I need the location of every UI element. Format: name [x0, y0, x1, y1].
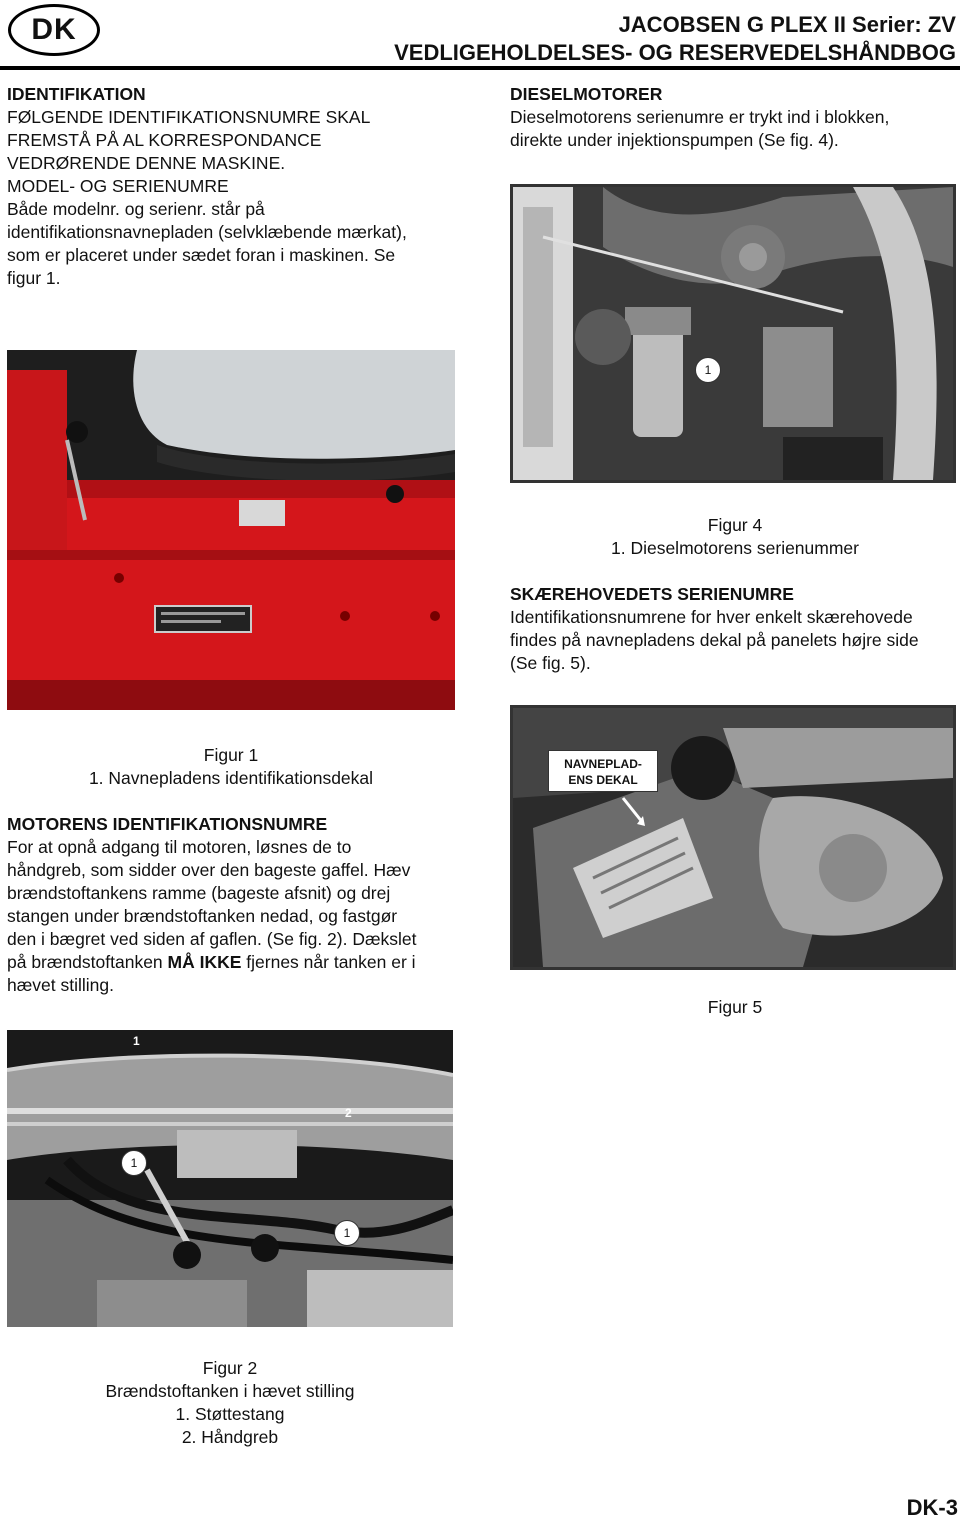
text-line-with-emphasis [7, 951, 477, 974]
callout-number: 1 [133, 1034, 140, 1048]
callout-number: 1 [334, 1220, 360, 1246]
callout-number: 1 [121, 1150, 147, 1176]
text-line: (Se fig. 5). [510, 653, 591, 673]
callout-number: 1 [695, 357, 721, 383]
text-line: findes på navnepladens dekal på panelets højre side [510, 630, 919, 650]
figure-2-tank-photo [7, 1030, 453, 1327]
decal-label-box [548, 750, 658, 792]
callout-number: 2 [345, 1106, 352, 1120]
header-title: JACOBSEN G PLEX II Serier: ZV [618, 12, 956, 37]
text-line: stangen under brændstoftanken nedad, og fastgør [7, 906, 398, 926]
text-line: som er placeret under sædet foran i maskinen. Se [7, 245, 396, 265]
emphasis-text: MÅ IKKE [167, 952, 242, 972]
motorens-heading: MOTORENS IDENTIFIKATIONSNUMRE [7, 814, 328, 834]
text-line: figur 1. [7, 268, 61, 288]
machine-illustration [7, 350, 455, 710]
identifikation-heading: IDENTIFIKATION [7, 84, 146, 104]
text-line: Både modelnr. og serienr. står på [7, 199, 265, 219]
text-line: FREMSTÅ PÅ AL KORRESPONDANCE [7, 130, 322, 150]
figure-4-item: 1. Dieselmotorens serienummer [610, 538, 859, 558]
header-subtitle: VEDLIGEHOLDELSES- OG RESERVEDELSHÅNDBOG [394, 40, 956, 65]
dieselmotorer-section [510, 83, 955, 152]
figure-4-engine-photo [510, 184, 956, 483]
text-line: hævet stilling. [7, 975, 114, 995]
figure-5-decal-photo [510, 705, 956, 970]
identifikation-section [7, 83, 477, 290]
motorens-section [7, 813, 477, 997]
text-line: VEDRØRENDE DENNE MASKINE. [7, 153, 286, 173]
figure-1-item: 1. Navnepladens identifikationsdekal [88, 768, 374, 788]
text-line: den i bægret ved siden af gaflen. (Se fig. 2). Dækslet [7, 929, 417, 949]
figure-5-title: Figur 5 [707, 997, 763, 1017]
figure-2-subtitle: Brændstoftanken i hævet stilling [105, 1381, 355, 1401]
text-line: For at opnå adgang til motoren, løsnes de to [7, 837, 352, 857]
figure-2-item: 1. Støttestang [175, 1404, 285, 1424]
text-line: MODEL- OG SERIENUMRE [7, 176, 229, 196]
dieselmotorer-heading: DIESELMOTORER [510, 84, 663, 104]
text-fragment: fjernes når tanken er i [241, 952, 416, 972]
skaerehoved-heading: SKÆREHOVEDETS SERIENUMRE [510, 584, 794, 604]
figure-2-title: Figur 2 [202, 1358, 258, 1378]
header-rule [0, 66, 960, 70]
figure-4-title: Figur 4 [707, 515, 763, 535]
skaerehoved-section [510, 583, 958, 675]
text-line: håndgreb, som sidder over den bageste gaffel. Hæv [7, 860, 411, 880]
cutting-head-illustration [513, 708, 953, 967]
figure-2-item: 2. Håndgreb [181, 1427, 279, 1447]
text-line: brændstoftankens ramme (bageste afsnit) og drej [7, 883, 391, 903]
decal-label-line: NAVNEPLAD- [564, 757, 642, 771]
figure-1-machine-photo [7, 350, 455, 710]
text-line: Identifikationsnumrene for hver enkelt skærehovede [510, 607, 913, 627]
decal-label-line: ENS DEKAL [568, 773, 638, 787]
page-number: DK-3 [906, 1495, 958, 1520]
language-badge: DK [8, 4, 100, 56]
engine-illustration [513, 187, 953, 480]
text-fragment: på brændstoftanken [7, 952, 168, 972]
text-line: Dieselmotorens serienumre er trykt ind i blokken, [510, 107, 890, 127]
text-line: identifikationsnavnepladen (selvklæbende mærkat), [7, 222, 407, 242]
text-line: FØLGENDE IDENTIFIKATIONSNUMRE SKAL [7, 107, 371, 127]
fuel-tank-illustration [7, 1030, 453, 1327]
figure-1-title: Figur 1 [203, 745, 259, 765]
text-line: direkte under injektionspumpen (Se fig. 4). [510, 130, 839, 150]
